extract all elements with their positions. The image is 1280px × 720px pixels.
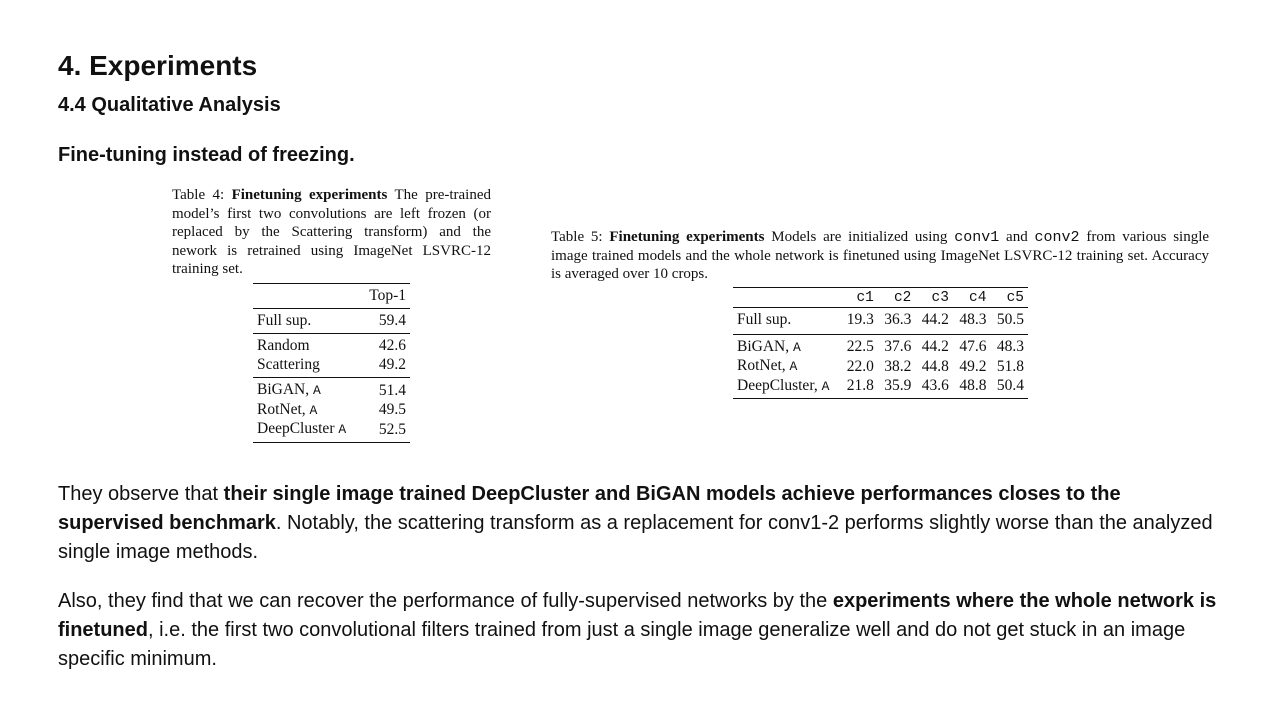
table5-header-col: c5 bbox=[990, 288, 1028, 308]
table4-row-value: 49.2 bbox=[378, 355, 406, 373]
table5-caption-label: Table 5: bbox=[551, 229, 603, 245]
table4-row-name: BiGAN, bbox=[257, 381, 310, 398]
table5-caption-title: Finetuning experiments bbox=[609, 229, 765, 245]
table5-header-method bbox=[733, 288, 840, 308]
table4-caption-text: The pre-trained model’s first two convolutions are left frozen (or replaced by the Scattering transform) and the nework is retrained using ImageNet LSVRC-12 training set. bbox=[172, 187, 491, 277]
table5-row-tag: A bbox=[792, 339, 801, 355]
table5-cell: 44.8 bbox=[921, 357, 949, 375]
table5-caption-text: Models are initialized using bbox=[771, 229, 948, 245]
table5-header-col: c3 bbox=[915, 288, 953, 308]
table5-cell: 35.9 bbox=[878, 377, 916, 399]
paragraph-bold-text: their single image trained DeepCluster and BiGAN models achieve performances closes to the supervised benchmark bbox=[58, 483, 1121, 534]
table5-cell: 44.2 bbox=[915, 334, 953, 357]
table4-row-value: 42.6 bbox=[360, 334, 410, 356]
table5-caption bbox=[551, 228, 1209, 283]
table4-row-label bbox=[253, 401, 360, 421]
table5-cell: 50.5 bbox=[996, 311, 1024, 328]
table4-row-tag: A bbox=[338, 422, 347, 437]
table5-row-tag: A bbox=[821, 378, 830, 394]
table4 bbox=[253, 283, 410, 443]
table5-row-label bbox=[733, 334, 840, 357]
table5-cell: 50.4 bbox=[990, 377, 1028, 399]
table5 bbox=[733, 287, 1028, 399]
table5-row-name: Full sup. bbox=[737, 311, 792, 328]
table5-cell: 22.5 bbox=[840, 334, 878, 357]
paragraph-text: They observe that bbox=[58, 483, 224, 505]
table4-row-name: Full sup. bbox=[253, 308, 360, 334]
table5-cell: 44.2 bbox=[921, 311, 949, 328]
topic-heading: Fine-tuning instead of freezing. bbox=[58, 144, 355, 166]
table4-header-method bbox=[253, 284, 360, 309]
table5-cell: 36.3 bbox=[884, 311, 912, 328]
paragraph-text: . Notably, the scattering transform as a replacement for conv1-2 performs slightly worse than the analyzed single image methods. bbox=[58, 512, 1213, 563]
table5-caption-code: conv1 bbox=[954, 229, 1000, 246]
table5-cell: 47.6 bbox=[953, 334, 991, 357]
table4-caption-title: Finetuning experiments bbox=[231, 187, 388, 203]
table5-cell: 19.3 bbox=[846, 311, 874, 328]
table5-cell: 21.8 bbox=[840, 377, 878, 399]
table4-row-tag: A bbox=[309, 402, 318, 418]
table5-cell: 43.6 bbox=[915, 377, 953, 399]
paragraph-bold-text: experiments where the whole network is finetuned bbox=[58, 590, 1217, 641]
table5-cell: 37.6 bbox=[878, 334, 916, 357]
table4-row-name: RotNet, bbox=[257, 400, 306, 418]
paragraph-text: Also, they find that we can recover the performance of fully-supervised networks by the bbox=[58, 590, 833, 612]
paragraph-finding bbox=[58, 587, 1218, 674]
table5-header-col: c1 bbox=[840, 288, 878, 308]
table5-cell: 48.8 bbox=[953, 377, 991, 399]
table5-row-name: RotNet, bbox=[737, 357, 786, 374]
table4-row-label bbox=[253, 420, 360, 442]
table4-header-top1: Top-1 bbox=[360, 284, 410, 309]
table4-row-name: DeepCluster bbox=[257, 420, 335, 437]
table5-cell: 51.8 bbox=[996, 357, 1024, 375]
table5-caption-text: and bbox=[1006, 229, 1028, 245]
subsection-heading: 4.4 Qualitative Analysis bbox=[58, 94, 281, 116]
table4-caption bbox=[172, 186, 491, 279]
table5-header-col: c2 bbox=[878, 288, 916, 308]
table5-row-name: DeepCluster, bbox=[737, 376, 818, 394]
table5-row-label bbox=[733, 377, 840, 399]
table5-caption-text: from various single image trained models and the whole network is finetuned using ImageNet LSVRC-12 training set. Accuracy is averaged over 10 crops. bbox=[551, 229, 1210, 282]
table4-row-tag: A bbox=[312, 383, 321, 398]
table5-cell: 48.3 bbox=[959, 311, 987, 328]
table4-caption-label: Table 4: bbox=[172, 187, 225, 203]
table4-row-label bbox=[253, 378, 360, 401]
table5-cell: 22.0 bbox=[846, 357, 874, 375]
table4-row-value: 49.5 bbox=[378, 401, 406, 418]
table4-row-name: Scattering bbox=[257, 355, 320, 373]
paragraph-text: , i.e. the first two convolutional filters trained from just a single image generalize well and do not get stuck in an image specific minimum. bbox=[58, 619, 1186, 670]
table5-row-name: BiGAN, bbox=[737, 337, 790, 355]
table5-row-tag: A bbox=[789, 359, 798, 374]
table5-row-label bbox=[733, 357, 840, 377]
table5-cell: 49.2 bbox=[959, 357, 987, 375]
table5-cell: 38.2 bbox=[884, 357, 912, 375]
section-heading: 4. Experiments bbox=[58, 50, 258, 81]
table5-caption-code: conv2 bbox=[1034, 229, 1080, 246]
table4-row-value: 51.4 bbox=[360, 378, 410, 401]
paragraph-observation bbox=[58, 480, 1218, 567]
table4-row-value: 52.5 bbox=[360, 420, 410, 442]
table4-row-name: Random bbox=[253, 334, 360, 356]
table5-cell: 48.3 bbox=[990, 334, 1028, 357]
table5-header-col: c4 bbox=[953, 288, 991, 308]
table4-row-value: 59.4 bbox=[360, 308, 410, 334]
